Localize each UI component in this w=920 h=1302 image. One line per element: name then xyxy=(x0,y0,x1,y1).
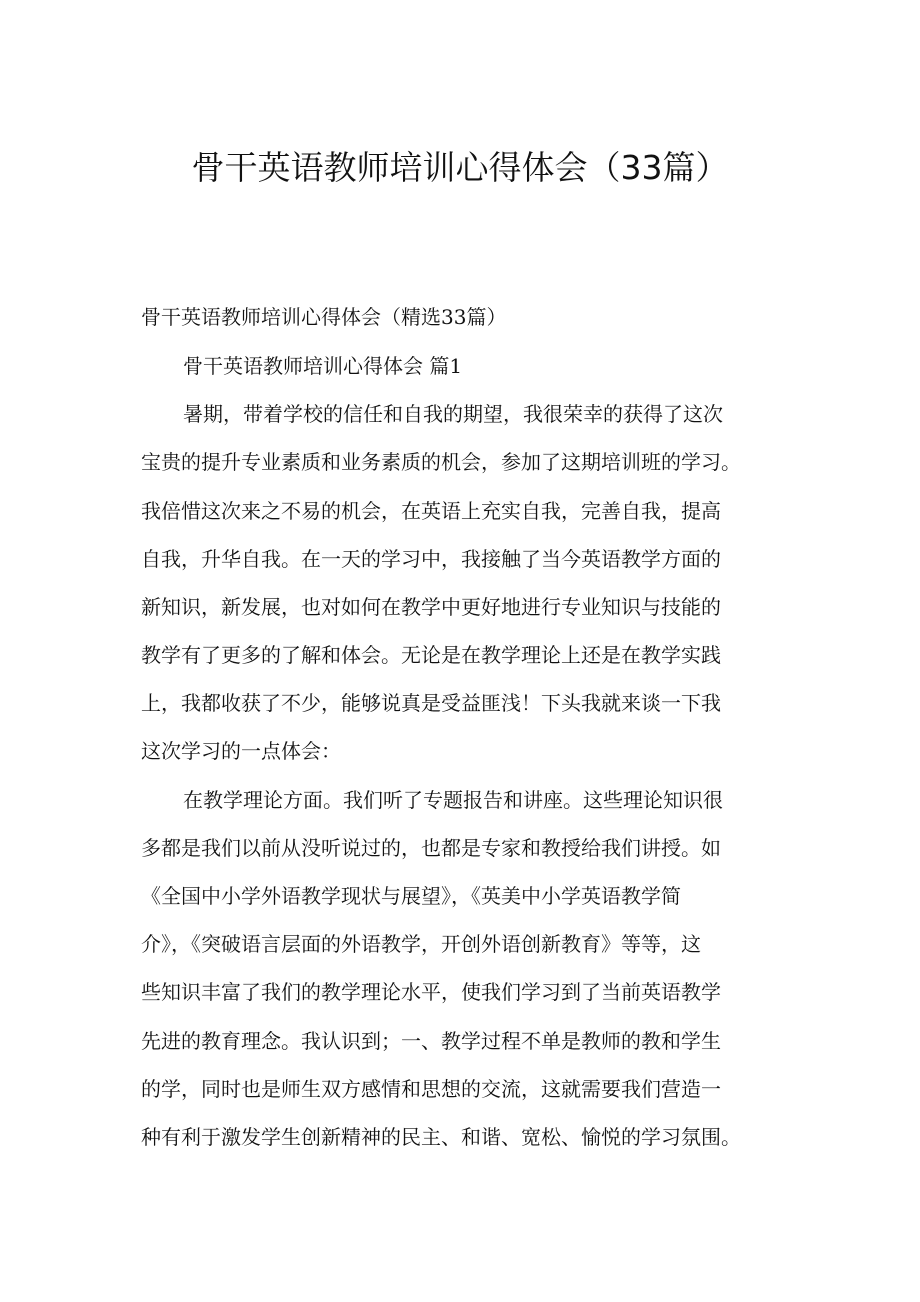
paragraph-1-line: 我倍惜这次来之不易的机会，在英语上充实自我，完善自我，提高 xyxy=(141,499,721,523)
document-title: 骨干英语教师培训心得体会（33篇） xyxy=(191,148,729,187)
paragraph-1-line: 暑期，带着学校的信任和自我的期望，我很荣幸的获得了这次 xyxy=(183,402,723,426)
paragraph-2-line: 《全国中小学外语教学现状与展望》，《英美中小学英语教学简 xyxy=(141,884,681,908)
paragraph-1-line: 自我，升华自我。在一天的学习中，我接触了当今英语教学方面的 xyxy=(141,547,721,571)
paragraph-1-line: 这次学习的一点体会： xyxy=(141,739,341,763)
paragraph-1-line: 上，我都收获了不少，能够说真是受益匪浅！下头我就来谈一下我 xyxy=(141,691,721,715)
section-heading: 骨干英语教师培训心得体会 篇1 xyxy=(183,354,463,378)
paragraph-2-line: 介》，《突破语言层面的外语教学，开创外语创新教育》等等，这 xyxy=(141,932,701,956)
paragraph-2-line: 先进的教育理念。我认识到；一、教学过程不单是教师的教和学生 xyxy=(141,1029,721,1053)
document-subtitle: 骨干英语教师培训心得体会（精选33篇） xyxy=(141,305,507,329)
paragraph-1-line: 宝贵的提升专业素质和业务素质的机会，参加了这期培训班的学习。 xyxy=(141,450,741,474)
paragraph-2-line: 的学，同时也是师生双方感情和思想的交流，这就需要我们营造一 xyxy=(141,1077,721,1101)
paragraph-1-line: 新知识，新发展，也对如何在教学中更好地进行专业知识与技能的 xyxy=(141,595,721,619)
paragraph-2-line: 多都是我们以前从没听说过的，也都是专家和教授给我们讲授。如 xyxy=(141,836,721,860)
paragraph-2-line: 种有利于激发学生创新精神的民主、和谐、宽松、愉悦的学习氛围。 xyxy=(141,1125,741,1149)
paragraph-2-line: 些知识丰富了我们的教学理论水平，使我们学习到了当前英语教学 xyxy=(141,980,721,1004)
paragraph-1-line: 教学有了更多的了解和体会。无论是在教学理论上还是在教学实践 xyxy=(141,643,721,667)
paragraph-2-line: 在教学理论方面。我们听了专题报告和讲座。这些理论知识很 xyxy=(183,788,723,812)
